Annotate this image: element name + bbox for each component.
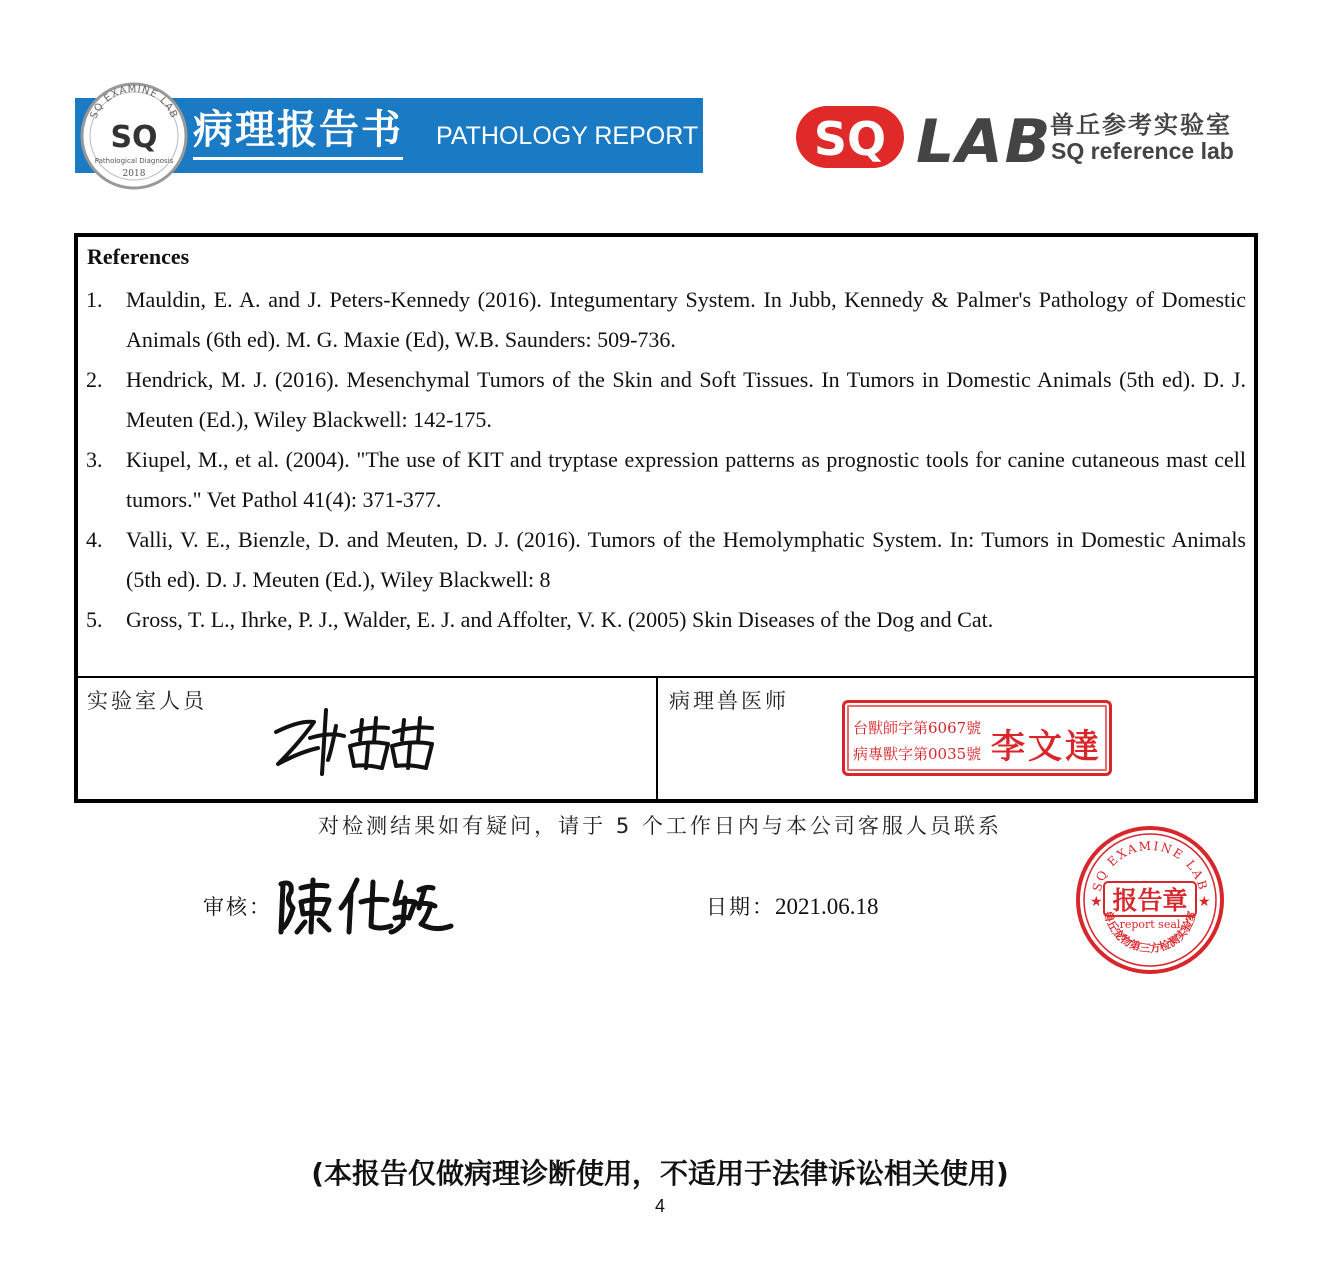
reference-text: Hendrick, M. J. (2016). Mesenchymal Tumors of the Skin and Soft Tissues. In Tumors in Domestic Animals (5th ed). D. J. Meuten (Ed.), Wiley Blackwell: 142-175. <box>126 367 1246 432</box>
report-date <box>706 891 879 921</box>
reference-text: Kiupel, M., et al. (2004). "The use of KIT and tryptase expression patterns as prognostic tools for canine cutaneous mast cell tumors." Vet Pathol 41(4): 371-377. <box>126 447 1246 512</box>
seal-bottom-text: 兽丘宠物第三方检测实验室 <box>1101 909 1199 956</box>
svg-text:★: ★ <box>1198 894 1211 910</box>
reference-text: Mauldin, E. A. and J. Peters-Kennedy (2016). Integumentary System. In Jubb, Kennedy & Palmer's Pathology of Domestic Animals (6th ed). M. G. Maxie (Ed), W.B. Saunders: 509-736. <box>126 287 1246 352</box>
reference-number: 2. <box>86 367 103 392</box>
reference-number: 4. <box>86 527 103 552</box>
references-list <box>86 280 1246 640</box>
reference-item <box>86 600 1246 640</box>
date-label: 日期： <box>706 895 775 919</box>
pathologist-stamp <box>842 700 1112 776</box>
seal-logo-year: 2018 <box>122 169 146 179</box>
lab-staff-label: 实验室人员 <box>87 689 207 713</box>
seal-sub-text: report seal <box>1119 918 1181 931</box>
pathologist-label: 病理兽医师 <box>669 689 789 713</box>
report-title-en: PATHOLOGY REPORT <box>436 122 699 150</box>
seal-logo-sub: Pathological Diagnosis <box>94 157 174 165</box>
legal-disclaimer: (本报告仅做病理诊断使用，不适用于法律诉讼相关使用) <box>311 1157 1009 1190</box>
reviewer-label: 审核： <box>203 895 272 919</box>
stamp-vet-name: 李文達 <box>991 727 1102 767</box>
seal-top-text: SQ EXAMINE LAB <box>1089 838 1211 893</box>
seal-center-text: 报告章 <box>1112 886 1188 915</box>
brand-logo-lab: LAB <box>916 107 1053 172</box>
stamp-license-line-2: 病專獸字第0035號 <box>853 745 982 763</box>
reference-text: Valli, V. E., Bienzle, D. and Meuten, D. J. (2016). Tumors of the Hemolymphatic System. In: Tumors in Domestic Animals (5th ed). D. J. Meuten (Ed.), Wiley Blackwell: 8 <box>126 527 1246 592</box>
reference-item <box>86 360 1246 440</box>
lab-staff-signature <box>270 702 440 778</box>
page-number: 4 <box>654 1196 665 1216</box>
reference-number: 1. <box>86 287 103 312</box>
seal-logo-center: SQ <box>110 120 158 155</box>
reference-item <box>86 440 1246 520</box>
seal-logo-arc-text: SQ EXAMINE LAB <box>88 83 180 121</box>
signature-divider <box>656 678 658 801</box>
report-title-cn: 病理报告书 <box>193 104 403 160</box>
sq-examine-lab-seal-logo <box>76 80 192 190</box>
svg-text:★: ★ <box>1090 894 1103 910</box>
svg-text:SQ EXAMINE LAB <box>1090 839 1211 893</box>
reference-item <box>86 280 1246 360</box>
reference-number: 5. <box>86 607 103 632</box>
brand-logo-sq: SQ <box>813 112 887 166</box>
brand-name-cn: 兽丘参考实验室 <box>1050 111 1232 139</box>
contact-notice: 对检测结果如有疑问，请于 5 个工作日内与本公司客服人员联系 <box>318 814 1002 838</box>
report-seal <box>1072 822 1228 978</box>
reference-number: 3. <box>86 447 103 472</box>
date-value: 2021.06.18 <box>775 894 879 919</box>
reviewer-signature <box>275 874 455 936</box>
brand-name-en: SQ reference lab <box>1051 138 1234 164</box>
references-heading: References <box>87 244 190 269</box>
reference-text: Gross, T. L., Ihrke, P. J., Walder, E. J. and Affolter, V. K. (2005) Skin Diseases of the Dog and Cat. <box>126 607 994 632</box>
reference-item <box>86 520 1246 600</box>
stamp-license-line-1: 台獸師字第6067號 <box>853 719 982 737</box>
